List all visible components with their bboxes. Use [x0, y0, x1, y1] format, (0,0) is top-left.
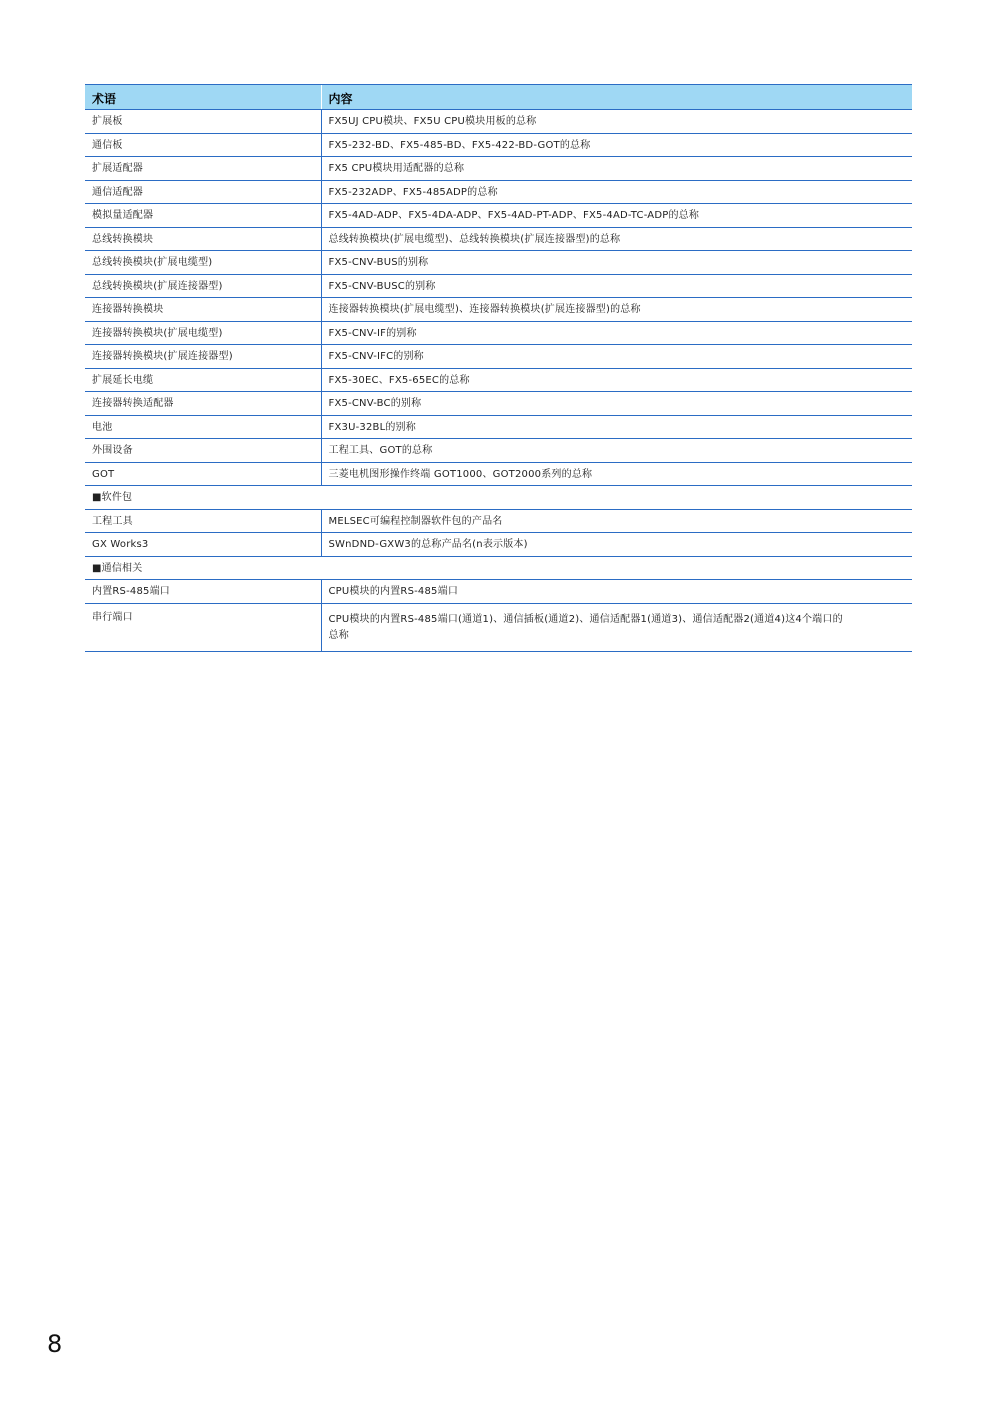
content-cell: 连接器转换模块(扩展电缆型)、连接器转换模块(扩展连接器型)的总称	[321, 298, 912, 322]
content-cell: FX5-CNV-BUS的别称	[321, 251, 912, 275]
content-cell: FX5UJ CPU模块、FX5U CPU模块用板的总称	[321, 110, 912, 134]
table-row	[85, 415, 912, 439]
term-cell: 扩展板	[85, 110, 321, 134]
content-cell: FX3U-32BL的别称	[321, 415, 912, 439]
table-row	[85, 345, 912, 369]
table-row	[85, 580, 912, 604]
section-row-software	[85, 486, 912, 510]
table-row	[85, 204, 912, 228]
term-cell: 扩展适配器	[85, 157, 321, 181]
section-heading: ■软件包	[85, 486, 912, 510]
term-cell: 总线转换模块	[85, 227, 321, 251]
content-cell: FX5-30EC、FX5-65EC的总称	[321, 368, 912, 392]
term-cell: GX Works3	[85, 533, 321, 557]
term-cell: 连接器转换模块	[85, 298, 321, 322]
table-row	[85, 368, 912, 392]
table-row	[85, 533, 912, 557]
content-cell: SWnDND-GXW3的总称产品名(n表示版本)	[321, 533, 912, 557]
content-cell: 三菱电机图形操作终端 GOT1000、GOT2000系列的总称	[321, 462, 912, 486]
content-cell: FX5-CNV-BUSC的别称	[321, 274, 912, 298]
table-header-row	[85, 85, 912, 110]
table-row	[85, 603, 912, 651]
term-cell: 串行端口	[85, 603, 321, 651]
term-cell: 扩展延长电缆	[85, 368, 321, 392]
term-cell: 连接器转换适配器	[85, 392, 321, 416]
content-cell: FX5-CNV-BC的别称	[321, 392, 912, 416]
term-cell: 外围设备	[85, 439, 321, 463]
header-content: 内容	[321, 85, 912, 110]
content-cell: 总线转换模块(扩展电缆型)、总线转换模块(扩展连接器型)的总称	[321, 227, 912, 251]
table-row	[85, 321, 912, 345]
section-row-communication	[85, 556, 912, 580]
content-cell: FX5-4AD-ADP、FX5-4DA-ADP、FX5-4AD-PT-ADP、FX5-4AD-TC-ADP的总称	[321, 204, 912, 228]
table-row	[85, 157, 912, 181]
content-cell: 工程工具、GOT的总称	[321, 439, 912, 463]
page-number: 8	[47, 1330, 63, 1358]
table-row	[85, 180, 912, 204]
term-cell: 通信适配器	[85, 180, 321, 204]
term-cell: GOT	[85, 462, 321, 486]
term-cell: 总线转换模块(扩展电缆型)	[85, 251, 321, 275]
table-row	[85, 392, 912, 416]
table-row	[85, 110, 912, 134]
table-row	[85, 251, 912, 275]
term-cell: 总线转换模块(扩展连接器型)	[85, 274, 321, 298]
content-cell: CPU模块的内置RS-485端口	[321, 580, 912, 604]
term-cell: 内置RS-485端口	[85, 580, 321, 604]
content-cell: FX5-CNV-IFC的别称	[321, 345, 912, 369]
content-cell: FX5-CNV-IF的别称	[321, 321, 912, 345]
term-cell: 连接器转换模块(扩展连接器型)	[85, 345, 321, 369]
table-row	[85, 274, 912, 298]
content-cell: FX5 CPU模块用适配器的总称	[321, 157, 912, 181]
section-heading: ■通信相关	[85, 556, 912, 580]
table-row	[85, 133, 912, 157]
content-cell: FX5-232-BD、FX5-485-BD、FX5-422-BD-GOT的总称	[321, 133, 912, 157]
table-row	[85, 462, 912, 486]
content-line: 总称	[328, 629, 349, 641]
content-line: CPU模块的内置RS-485端口(通道1)、通信插板(通道2)、通信适配器1(通道3)、通信适配器2(通道4)这4个端口的	[328, 613, 843, 625]
header-term: 术语	[85, 85, 321, 110]
content-cell	[321, 603, 912, 651]
content-cell: MELSEC可编程控制器软件包的产品名	[321, 509, 912, 533]
term-cell: 工程工具	[85, 509, 321, 533]
table-row	[85, 298, 912, 322]
term-cell: 连接器转换模块(扩展电缆型)	[85, 321, 321, 345]
term-cell: 电池	[85, 415, 321, 439]
term-cell: 模拟量适配器	[85, 204, 321, 228]
terms-table	[85, 84, 912, 652]
term-cell: 通信板	[85, 133, 321, 157]
table-row	[85, 509, 912, 533]
content-cell: FX5-232ADP、FX5-485ADP的总称	[321, 180, 912, 204]
table-row	[85, 439, 912, 463]
table-row	[85, 227, 912, 251]
